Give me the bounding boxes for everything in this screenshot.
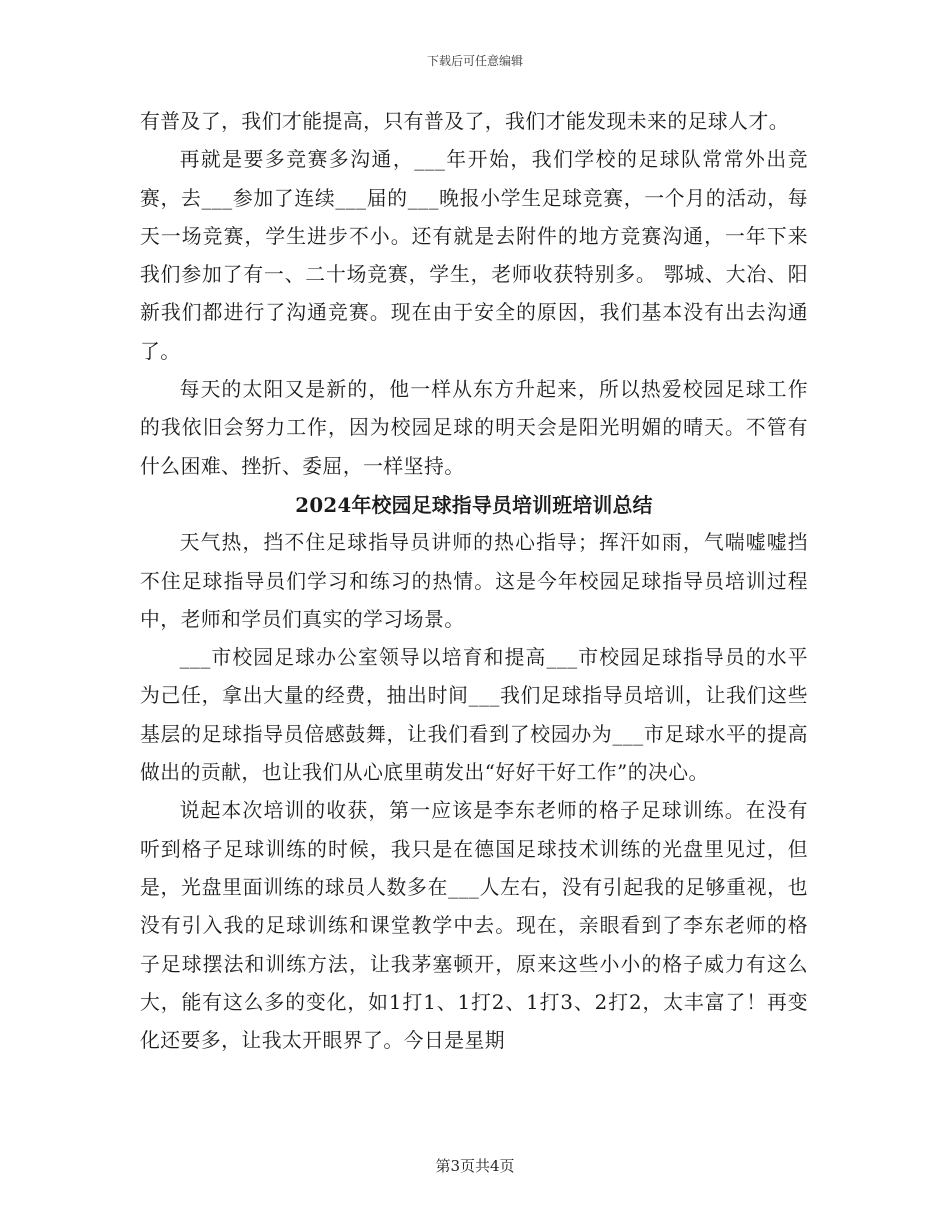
paragraph-sunshine: 每天的太阳又是新的，他一样从东方升起来，所以热爱校园足球工作的我依旧会努力工作，因为校园足球的明天会是阳光明媚的晴天。不管有什么困难、挫折、委屈，一样坚持。: [140, 378, 808, 478]
section-title: 2024年校园足球指导员培训班培训总结: [295, 492, 653, 517]
document-body: [140, 103, 808, 1060]
paragraph-harvest: 说起本次培训的收获，第一应该是李东老师的格子足球训练。在没有听到格子足球训练的时候，我只是在德国足球技术训练的光盘里见过，但是，光盘里面训练的球员人数多在___人左右，没有引起我的足够重视，也没有引入我的足球训练和课堂教学中去。现在，亲眼看到了李东老师的格子足球摆法和训练方法，让我茅塞顿开，原来这些小小的格子威力有这么大，能有这么多的变化，如1打1、1打2、1打3、2打2，太丰富了！再变化还要多，让我太开眼界了。今日是星期: [140, 799, 808, 1053]
paragraph-weather: 天气热，挡不住足球指导员讲师的热心指导；挥汗如雨，气喘嘘嘘挡不住足球指导员们学习和练习的热情。这是今年校园足球指导员培训过程中，老师和学员们真实的学习场景。: [140, 531, 808, 631]
paragraph-competition: 再就是要多竞赛多沟通，___年开始，我们学校的足球队常常外出竞赛，去___参加了连续___届的___晚报小学生足球竞赛，一个月的活动，每天一场竞赛，学生进步不小。还有就是去附件的地方竞赛沟通，一年下来我们参加了有一、二十场竞赛，学生，老师收获特别多。 鄂城、大冶、阳新我们都进行了沟通竞赛。现在由于安全的原因，我们基本没有出去沟通了。: [140, 148, 808, 363]
paragraph-office: ___市校园足球办公室领导以培育和提高___市校园足球指导员的水平为己任，拿出大量的经费，抽出时间___我们足球指导员培训，让我们这些基层的足球指导员倍感鼓舞，让我们看到了校园办为___市足球水平的提高做出的贡献，也让我们从心底里萌发出“好好干好工作”的决心。: [140, 646, 808, 785]
header-note: 下载后可任意编辑: [426, 54, 523, 68]
page-number: 第3页共4页: [435, 1157, 515, 1175]
paragraph-continued: 有普及了，我们才能提高，只有普及了，我们才能发现未来的足球人才。: [140, 110, 790, 133]
